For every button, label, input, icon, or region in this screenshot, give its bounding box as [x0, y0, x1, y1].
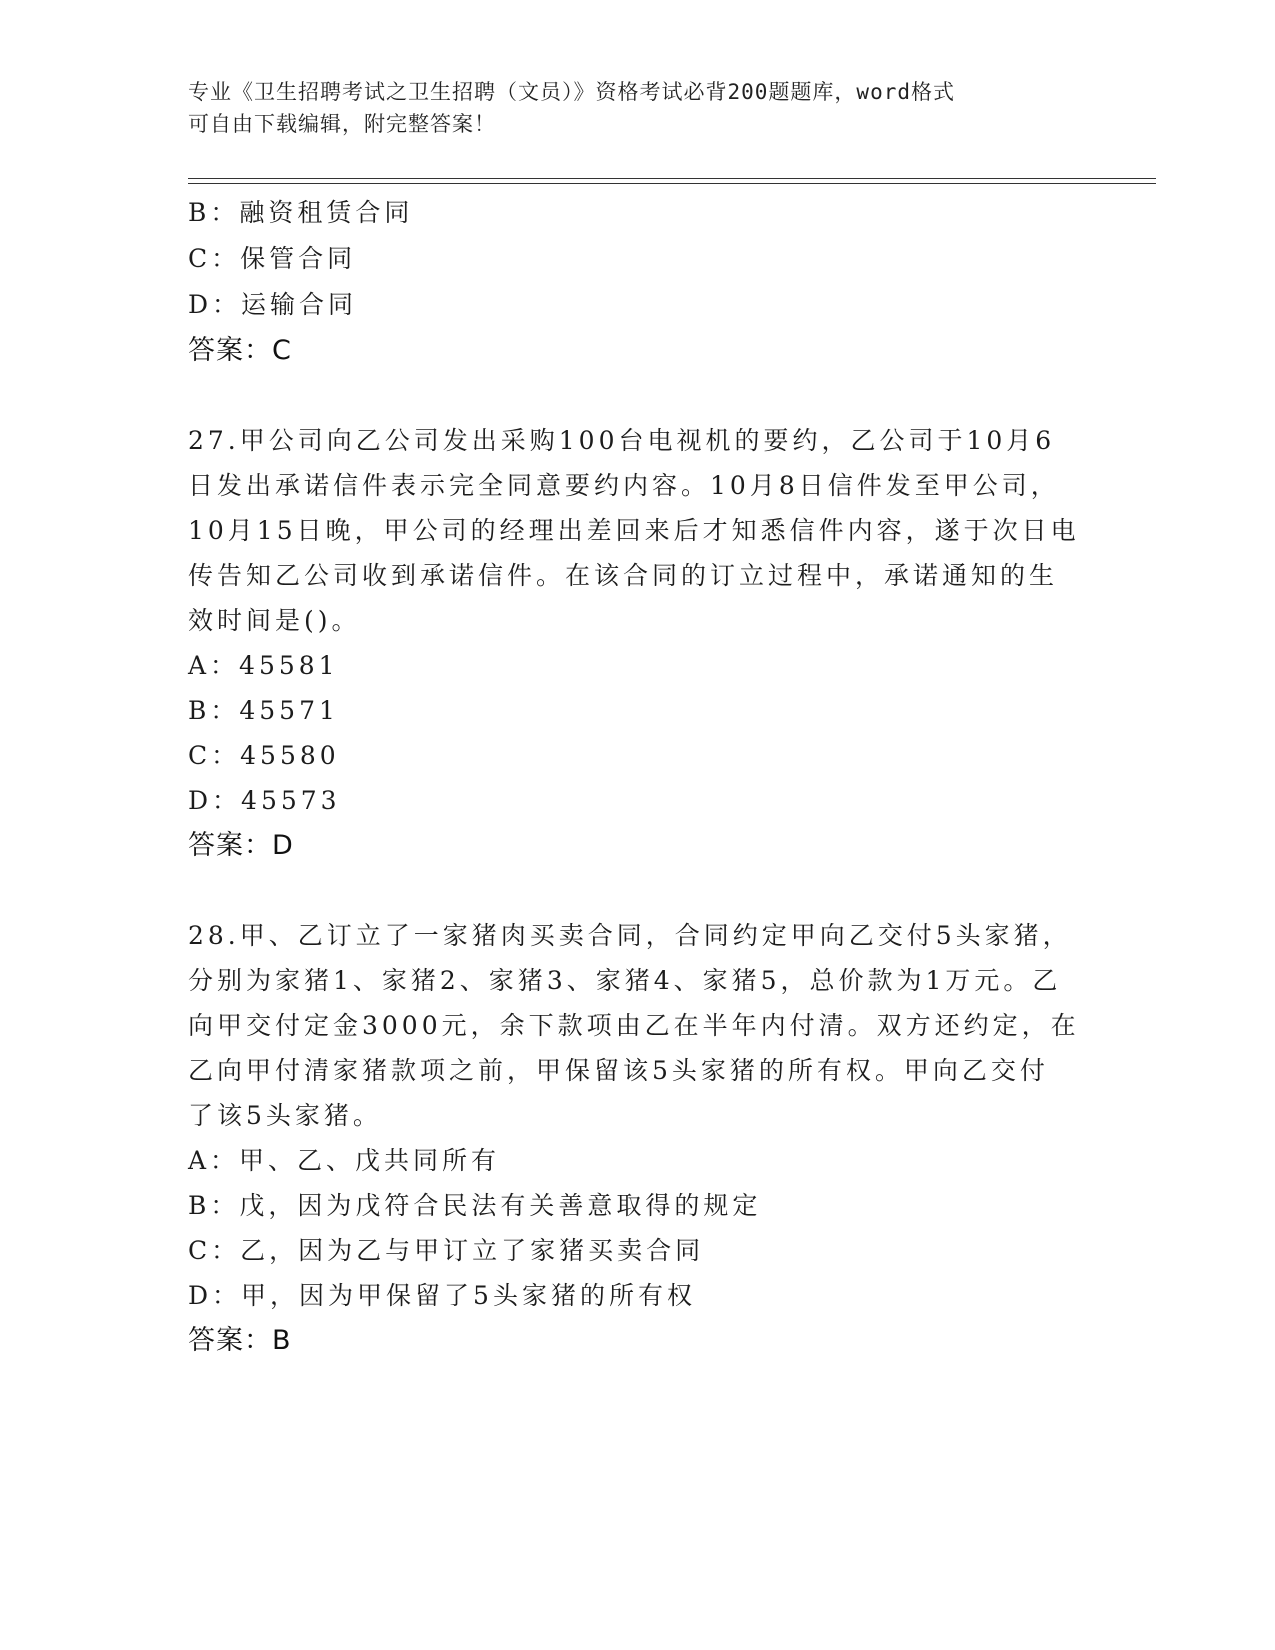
question-text-line: 10月15日晚，甲公司的经理出差回来后才知悉信件内容，遂于次日电 — [188, 516, 1080, 545]
header-line-1: 专业《卫生招聘考试之卫生招聘（文员）》资格考试必背200题题库，word格式 — [188, 80, 955, 104]
spacer — [188, 374, 1088, 418]
question-text-line: 乙向甲付清家猪款项之前，甲保留该5头家猪的所有权。甲向乙交付 — [188, 1056, 1049, 1085]
option-d: D：甲，因为甲保留了5头家猪的所有权 — [188, 1281, 696, 1310]
option-a: A：甲、乙、戊共同所有 — [188, 1146, 501, 1175]
option-d: D：45573 — [188, 786, 341, 815]
option-c: C：保管合同 — [188, 244, 357, 273]
answer-line: 答案：B — [188, 1325, 292, 1356]
question-text-line: 27.甲公司向乙公司发出采购100台电视机的要约，乙公司于10月6 — [188, 426, 1056, 455]
header-divider-bottom — [188, 183, 1156, 184]
option-b: B：融资租赁合同 — [188, 198, 414, 227]
option-d: D：运输合同 — [188, 290, 358, 319]
question-text-line: 传告知乙公司收到承诺信件。在该合同的订立过程中，承诺通知的生 — [188, 561, 1059, 590]
option-c: C：乙，因为乙与甲订立了家猪买卖合同 — [188, 1236, 705, 1265]
document-body — [188, 190, 1088, 1364]
option-b: B：45571 — [188, 696, 339, 725]
question-text-line: 了该5头家猪。 — [188, 1101, 382, 1130]
spacer — [188, 869, 1088, 913]
option-c: C：45580 — [188, 741, 340, 770]
header-divider-top — [188, 178, 1156, 179]
question-26-tail — [188, 190, 1088, 374]
page-header — [188, 76, 1068, 140]
answer-line: 答案：D — [188, 830, 294, 861]
question-27 — [188, 418, 1088, 869]
answer-line: 答案：C — [188, 335, 292, 366]
question-text-line: 效时间是()。 — [188, 606, 361, 635]
question-28 — [188, 913, 1088, 1364]
option-b: B：戊，因为戊符合民法有关善意取得的规定 — [188, 1191, 762, 1220]
option-a: A：45581 — [188, 651, 339, 680]
question-text-line: 28.甲、乙订立了一家猪肉买卖合同，合同约定甲向乙交付5头家猪， — [188, 921, 1072, 950]
question-text-line: 日发出承诺信件表示完全同意要约内容。10月8日信件发至甲公司， — [188, 471, 1060, 500]
header-line-2: 可自由下载编辑，附完整答案！ — [188, 112, 496, 136]
question-text-line: 向甲交付定金3000元，余下款项由乙在半年内付清。双方还约定，在 — [188, 1011, 1080, 1040]
question-text-line: 分别为家猪1、家猪2、家猪3、家猪4、家猪5，总价款为1万元。乙 — [188, 966, 1062, 995]
